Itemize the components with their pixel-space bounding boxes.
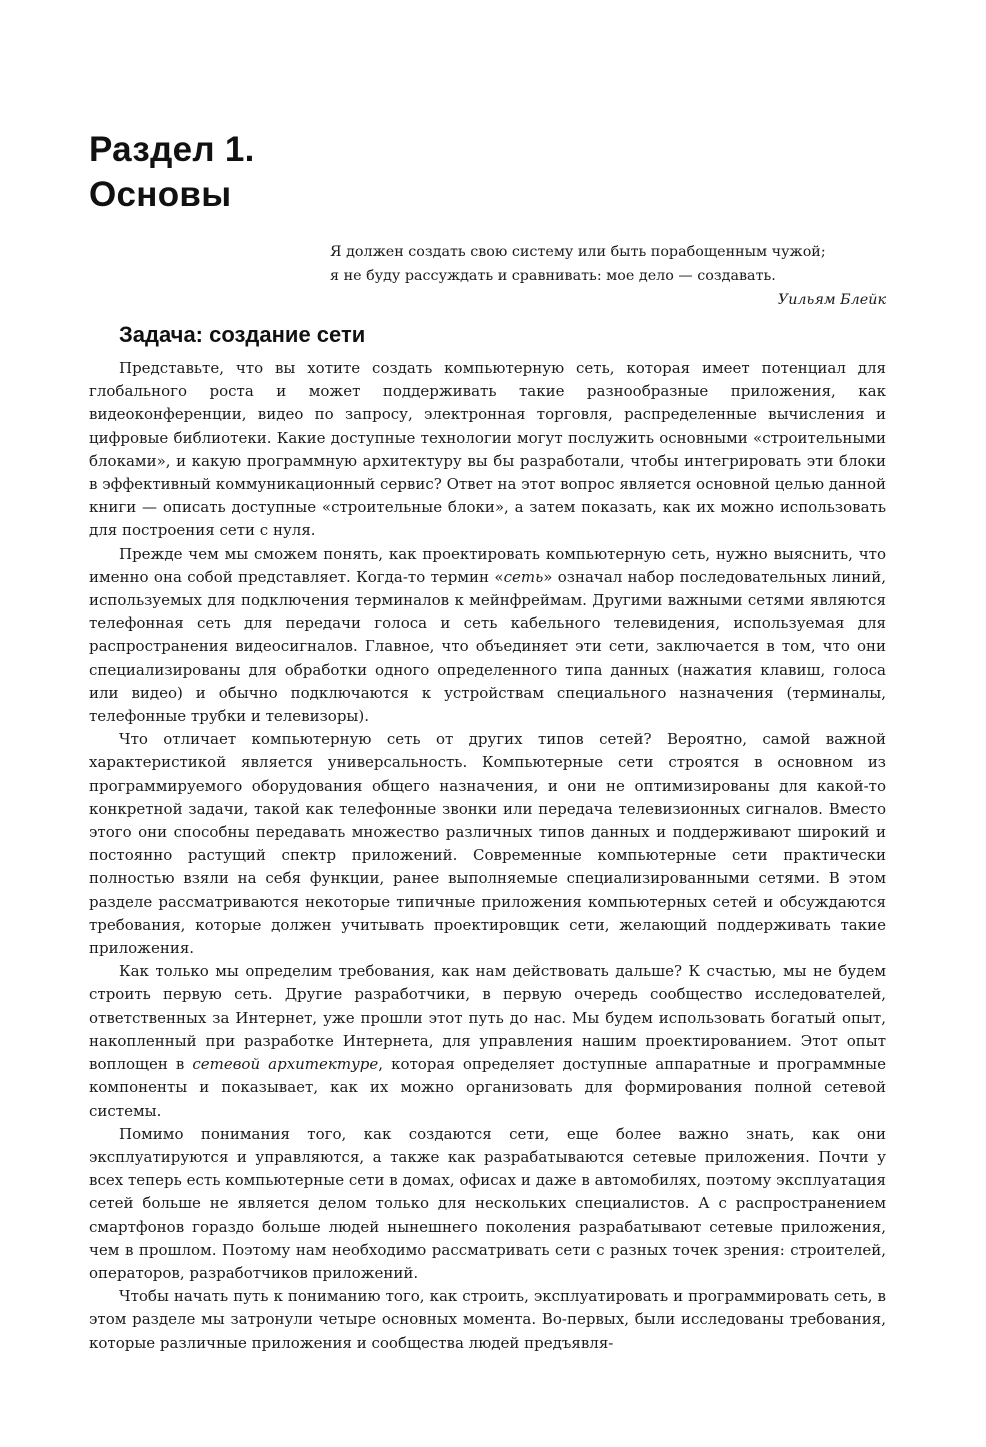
section-title-line-2: Основы	[89, 175, 232, 214]
paragraph-2-term: сеть	[503, 567, 544, 586]
paragraph-2-text-after: » означал набор последовательных линий, используемых для подключения терминалов к мейнфреймам. Другими важными сетями являются телефонная сеть для передачи голоса и сеть кабельного телевидения, используемая для распространения видеосигналов. Главное, что объединяет эти сети, заключается в том, что они специализированы для обработки одного определенного типа данных (нажатия клавиш, голоса или видео) и обычно подключаются к устройствам специального назначения (терминалы, телефонные трубки и телевизоры).	[89, 567, 886, 726]
body-text	[89, 357, 886, 1355]
paragraph-2	[89, 543, 886, 729]
section-title	[89, 127, 255, 217]
paragraph-4-text-before: Как только мы определим требования, как нам действовать дальше? К счастью, мы не будем строить первую сеть. Другие разработчики, в первую очередь сообщество исследователей, ответственных за Интернет, уже прошли этот путь до нас. Мы будем использовать богатый опыт, накопленный при разработке Интернета, для управления нашим проектированием. Этот опыт воплощен в	[89, 962, 886, 1074]
paragraph-2-text-before: Прежде чем мы сможем понять, как проектировать компьютерную сеть, нужно выяснить, что именно она собой представляет. Когда-то термин «	[89, 544, 886, 586]
section-title-line-1: Раздел 1.	[89, 130, 255, 169]
paragraph-4-term: сетевой архитектуре	[192, 1055, 379, 1074]
epigraph-author: Уильям Блейк	[777, 292, 886, 308]
epigraph	[330, 240, 886, 312]
paragraph-5: Помимо понимания того, как создаются сети, еще более важно знать, как они эксплуатируются и управляются, а также как разрабатываются сетевые приложения. Почти у всех теперь есть компьютерные сети в домах, офисах и даже в автомобилях, поэтому эксплуатация сетей больше не является делом только для нескольких специалистов. А с распространением смартфонов гораздо больше людей нынешнего поколения разрабатывают сетевые приложения, чем в прошлом. Поэтому нам необходимо рассматривать сети с разных точек зрения: строителей, операторов, разработчиков приложений.	[89, 1124, 886, 1282]
paragraph-4	[89, 960, 886, 1122]
epigraph-quote-line-1: Я должен создать свою систему или быть порабощенным чужой;	[330, 244, 826, 260]
paragraph-3: Что отличает компьютерную сеть от других типов сетей? Вероятно, самой важной характеристикой является универсальность. Компьютерные сети строятся в основном из программируемого оборудования общего назначения, и они не оптимизированы для какой-то конкретной задачи, такой как телефонные звонки или передача телевизионных сигналов. Вместо этого они способны передавать множество различных типов данных и поддерживают широкий и постоянно растущий спектр приложений. Современные компьютерные сети практически полностью взяли на себя функции, ранее выполняемые специализированными сетями. В этом разделе рассматриваются некоторые типичные приложения компьютерных сетей и обсуждаются требования, которые должен учитывать проектировщик сети, желающий поддерживать такие приложения.	[89, 730, 886, 958]
paragraph-1: Представьте, что вы хотите создать компьютерную сеть, которая имеет потенциал для глобального роста и может поддерживать такие разнообразные приложения, как видеоконференции, видео по запросу, электронная торговля, распределенные вычисления и цифровые библиотеки. Какие доступные технологии могут послужить основными «строительными блоками», и какую программную архитектуру вы бы разработали, чтобы интегрировать эти блоки в эффективный коммуникационный сервис? Ответ на этот вопрос является основной целью данной книги — описать доступные «строительные блоки», а затем показать, как их можно использовать для построения сети с нуля.	[89, 359, 886, 540]
paragraph-4-text-after: , которая определяет доступные аппаратные и программные компоненты и показывает, как их можно организовать для формирования полной сетевой системы.	[89, 1055, 886, 1120]
epigraph-quote-line-2: я не буду рассуждать и сравнивать: мое дело — создавать.	[330, 268, 776, 284]
subsection-title: Задача: создание сети	[119, 322, 366, 347]
paragraph-6: Чтобы начать путь к пониманию того, как строить, эксплуатировать и программировать сеть, в этом разделе мы затронули четыре основных момента. Во-первых, были исследованы требования, которые различные приложения и сообщества людей предъявля-	[89, 1287, 886, 1352]
